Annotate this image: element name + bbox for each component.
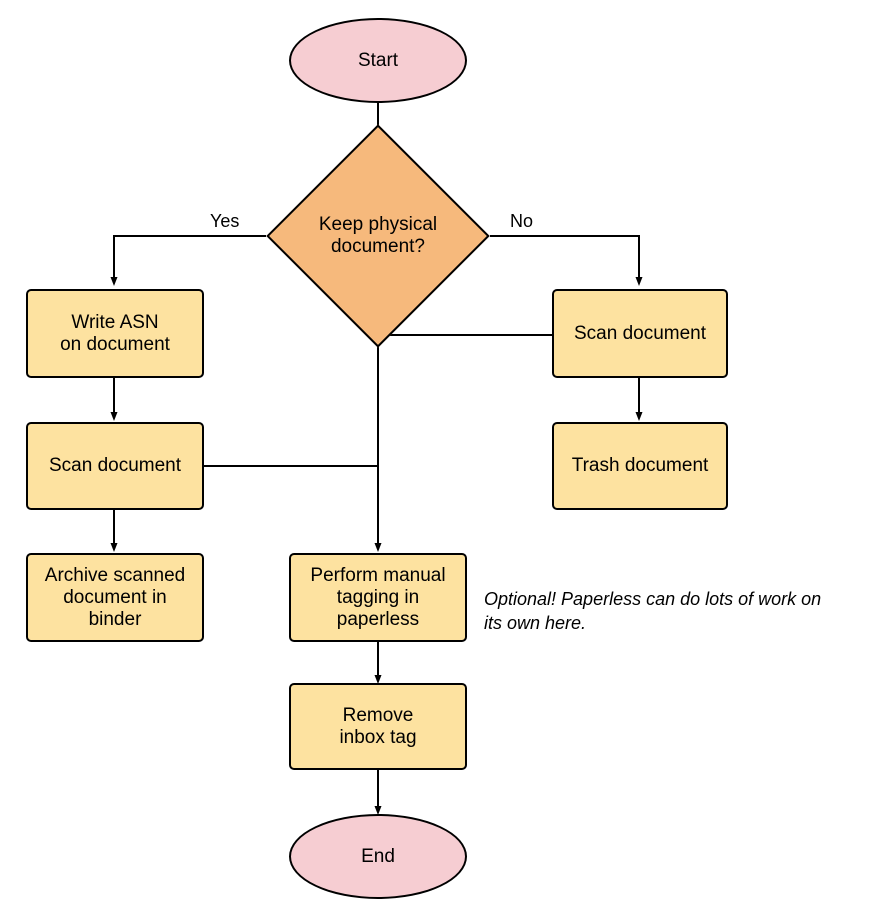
node-archive-binder[interactable]	[26, 553, 204, 642]
node-end-label: End	[361, 845, 395, 867]
node-keep-physical-document	[268, 205, 488, 267]
optional-note-line2: its own here.	[484, 613, 587, 633]
edge-label-yes: Yes	[210, 211, 240, 231]
node-start-label: Start	[357, 49, 399, 71]
node-start[interactable]	[289, 18, 467, 103]
node-end[interactable]	[289, 814, 467, 899]
node-scan-document-right[interactable]	[552, 289, 728, 378]
node-scan-document-left-label: Scan document	[48, 455, 182, 476]
node-write-asn-line2: on document	[60, 333, 170, 355]
node-remove-inbox-tag-line2: inbox tag	[339, 726, 417, 748]
node-scan-document-left[interactable]	[26, 422, 204, 510]
node-manual-tagging[interactable]	[289, 553, 467, 642]
optional-note	[484, 587, 884, 635]
node-manual-tagging-line1: Perform manual	[310, 564, 446, 586]
node-write-asn[interactable]	[26, 289, 204, 378]
node-remove-inbox-tag-line1: Remove	[342, 704, 414, 726]
node-scan-document-right-label: Scan document	[573, 322, 707, 344]
node-remove-inbox-tag[interactable]	[289, 683, 467, 770]
node-archive-binder-line2: document in	[63, 586, 167, 608]
node-archive-binder-line3: binder	[88, 608, 142, 630]
node-trash-document-label: Trash document	[571, 455, 709, 476]
node-manual-tagging-line3: paperless	[336, 608, 420, 630]
node-keep-physical-document-line2: document?	[330, 236, 425, 257]
optional-note-line1: Optional! Paperless can do lots of work on	[484, 589, 822, 609]
node-trash-document[interactable]	[552, 422, 728, 510]
edge-label-no: No	[510, 211, 534, 231]
node-write-asn-line1: Write ASN	[71, 311, 159, 333]
node-manual-tagging-line2: tagging in	[336, 586, 420, 608]
node-keep-physical-document-line1: Keep physical	[318, 214, 438, 235]
node-archive-binder-line1: Archive scanned	[44, 564, 186, 586]
